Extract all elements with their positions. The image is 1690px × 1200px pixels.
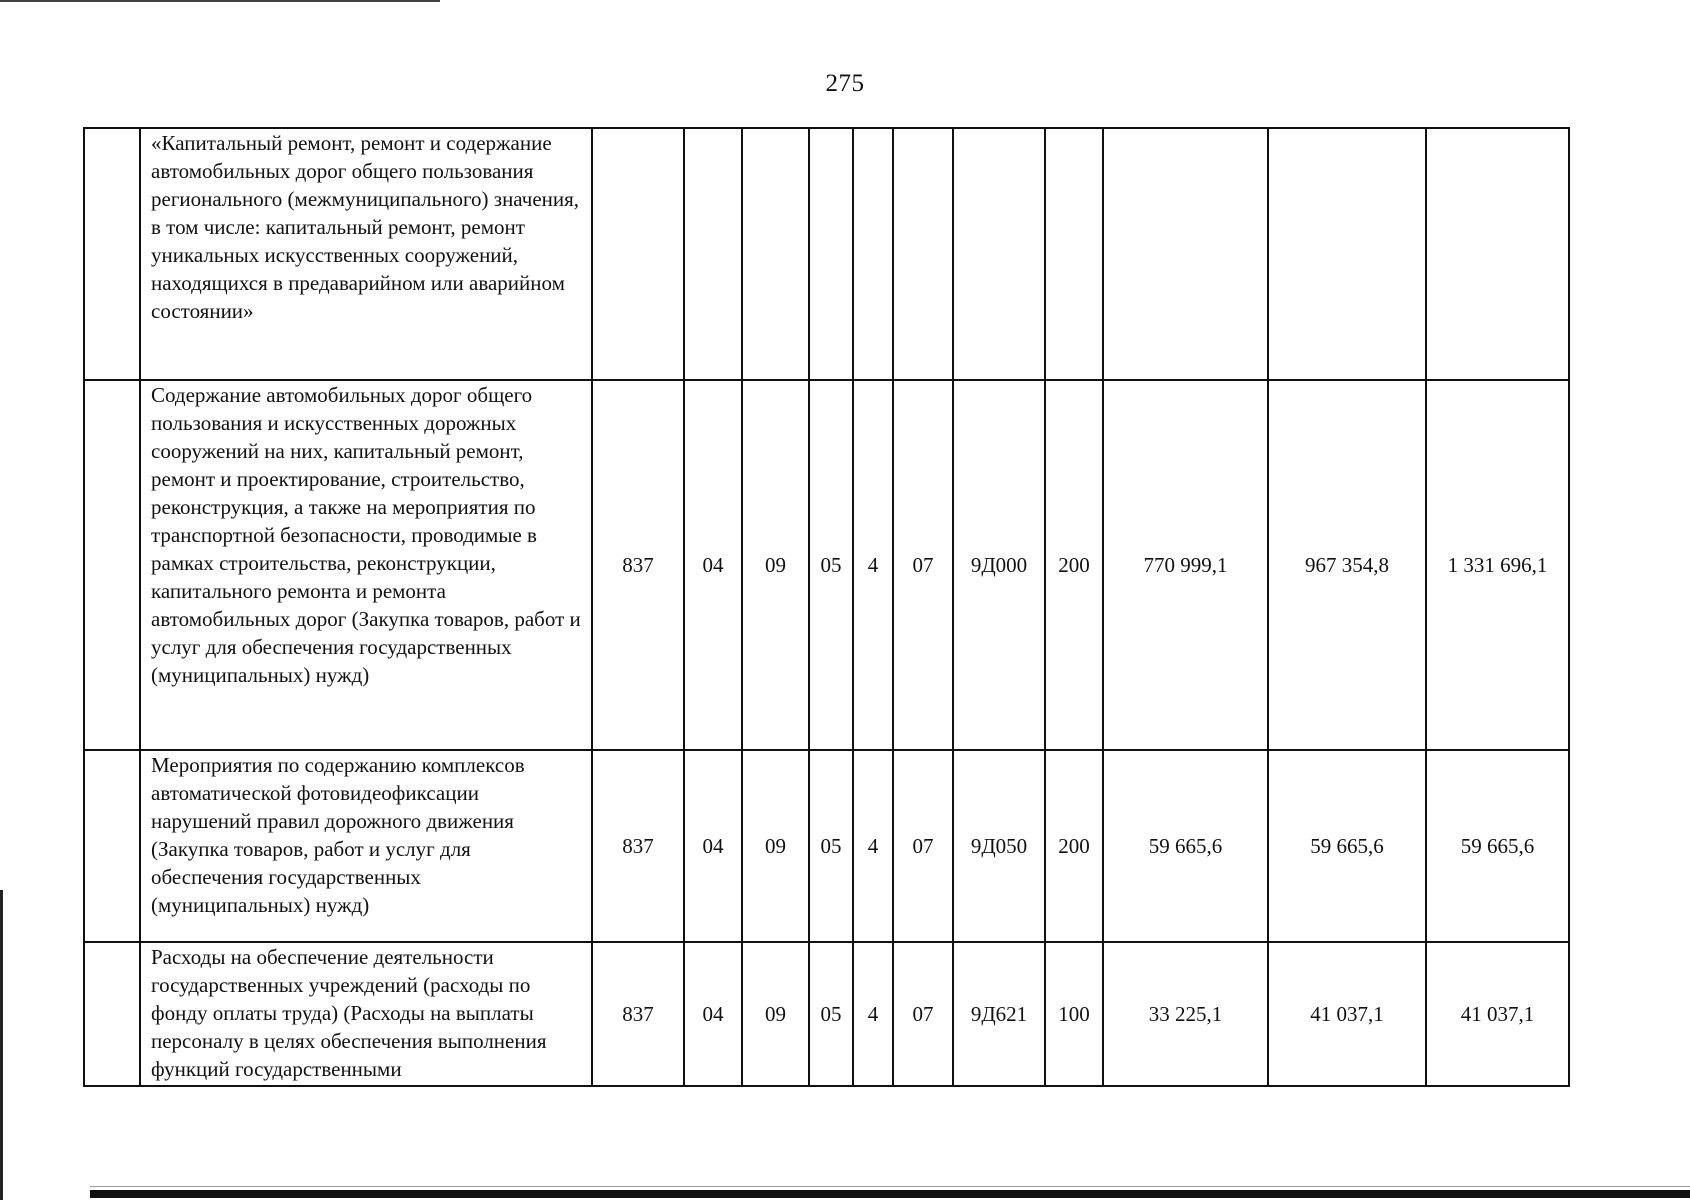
cell-ministry-code: 837	[592, 380, 684, 750]
cell-amount-year-2: 967 354,8	[1268, 380, 1426, 750]
scan-edge-top	[0, 0, 440, 2]
cell-direction-code: 9Д621	[953, 942, 1045, 1086]
cell-program-type: 4	[853, 942, 893, 1086]
row-index-cell	[84, 750, 140, 942]
budget-table	[83, 127, 1570, 1087]
cell-ministry-code: 837	[592, 942, 684, 1086]
cell-program: 05	[809, 750, 853, 942]
cell-subprogram: 07	[893, 942, 953, 1086]
cell-program-type: 4	[853, 750, 893, 942]
row-index-cell	[84, 380, 140, 750]
cell-subsection: 09	[742, 380, 809, 750]
cell-subprogram	[893, 128, 953, 380]
scan-edge-left	[0, 890, 3, 1200]
cell-ministry-code	[592, 128, 684, 380]
cell-subprogram: 07	[893, 750, 953, 942]
cell-amount-year-1	[1103, 128, 1268, 380]
row-index-cell	[84, 942, 140, 1086]
scan-edge-bottom	[90, 1190, 1690, 1198]
cell-amount-year-3: 1 331 696,1	[1426, 380, 1569, 750]
cell-amount-year-1: 33 225,1	[1103, 942, 1268, 1086]
table-row	[84, 942, 1569, 1086]
cell-program	[809, 128, 853, 380]
cell-section: 04	[684, 380, 742, 750]
cell-section: 04	[684, 942, 742, 1086]
cell-expense-type: 200	[1045, 750, 1103, 942]
cell-expense-type: 100	[1045, 942, 1103, 1086]
cell-subprogram: 07	[893, 380, 953, 750]
cell-program-type: 4	[853, 380, 893, 750]
cell-program: 05	[809, 942, 853, 1086]
table-row	[84, 750, 1569, 942]
cell-program-type	[853, 128, 893, 380]
row-description: «Капитальный ремонт, ремонт и содержание автомобильных дорог общего пользования регионального (межмуниципального) значения, в том числе: капитальный ремонт, ремонт уникальных искусственных сооружений, находящихся в предаварийном или аварийном состоянии»	[140, 128, 592, 380]
cell-subsection: 09	[742, 750, 809, 942]
table-row	[84, 380, 1569, 750]
cell-subsection	[742, 128, 809, 380]
cell-expense-type	[1045, 128, 1103, 380]
table-row	[84, 128, 1569, 380]
row-description: Расходы на обеспечение деятельности государственных учреждений (расходы по фонду оплаты труда) (Расходы на выплаты персоналу в целях обеспечения выполнения функций государственными	[140, 942, 592, 1086]
cell-amount-year-3: 59 665,6	[1426, 750, 1569, 942]
cell-direction-code: 9Д000	[953, 380, 1045, 750]
cell-direction-code	[953, 128, 1045, 380]
cell-subsection: 09	[742, 942, 809, 1086]
row-description: Мероприятия по содержанию комплексов автоматической фотовидеофиксации нарушений правил дорожного движения (Закупка товаров, работ и услуг для обеспечения государственных (муниципальных) нужд)	[140, 750, 592, 942]
cell-amount-year-2: 59 665,6	[1268, 750, 1426, 942]
cell-section	[684, 128, 742, 380]
cell-expense-type: 200	[1045, 380, 1103, 750]
scan-edge-bottom-thin	[90, 1186, 1690, 1187]
cell-amount-year-2	[1268, 128, 1426, 380]
row-description: Содержание автомобильных дорог общего пользования и искусственных дорожных сооружений на них, капитальный ремонт, ремонт и проектирование, строительство, реконструкция, а также на мероприятия по транспортной безопасности, проводимые в рамках строительства, реконструкции, капитального ремонта и ремонта автомобильных дорог (Закупка товаров, работ и услуг для обеспечения государственных (муниципальных) нужд)	[140, 380, 592, 750]
cell-program: 05	[809, 380, 853, 750]
cell-amount-year-1: 770 999,1	[1103, 380, 1268, 750]
cell-amount-year-3: 41 037,1	[1426, 942, 1569, 1086]
cell-amount-year-2: 41 037,1	[1268, 942, 1426, 1086]
page-number: 275	[825, 70, 865, 97]
cell-direction-code: 9Д050	[953, 750, 1045, 942]
cell-amount-year-1: 59 665,6	[1103, 750, 1268, 942]
cell-section: 04	[684, 750, 742, 942]
cell-ministry-code: 837	[592, 750, 684, 942]
cell-amount-year-3	[1426, 128, 1569, 380]
row-index-cell	[84, 128, 140, 380]
